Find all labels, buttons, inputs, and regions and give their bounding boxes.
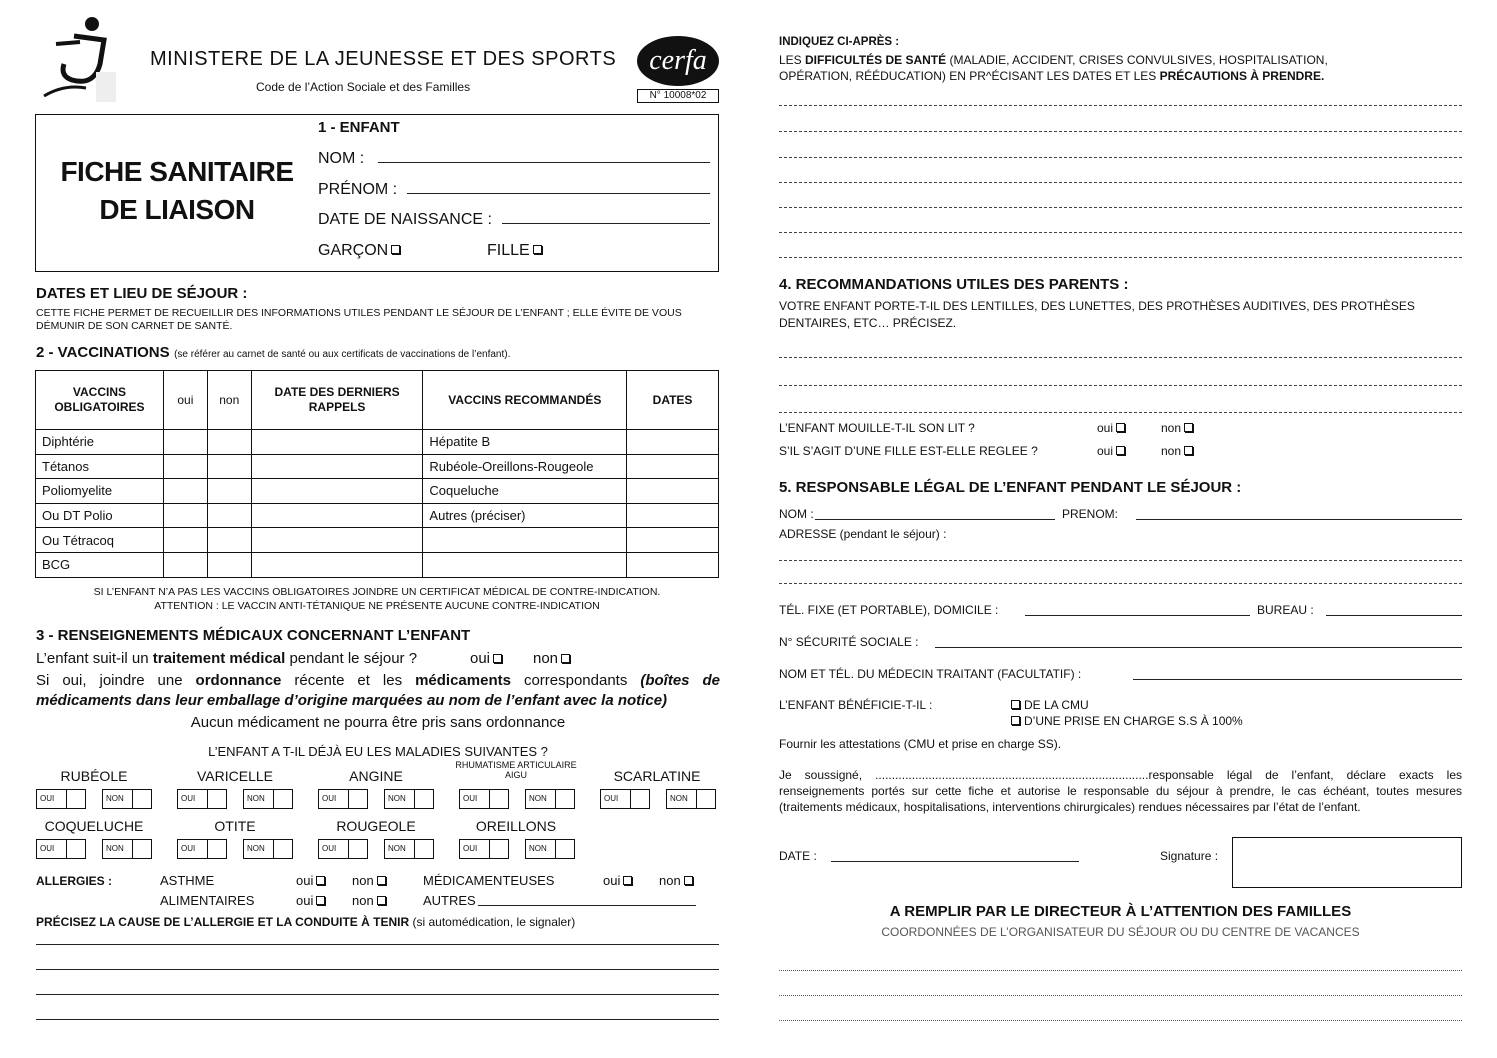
allergies-label: ALLERGIES : (36, 874, 113, 888)
maladie-label: RUBÉOLE (60, 768, 128, 784)
allergie-line[interactable] (36, 1019, 719, 1020)
difficultes-title: INDIQUEZ CI-APRÈS : (779, 36, 900, 48)
oui-cell[interactable] (163, 552, 207, 577)
vaccin-obligatoire: Ou Tétracoq (36, 528, 164, 553)
bureau-label: BUREAU : (1257, 603, 1314, 617)
recommandations-line[interactable] (779, 385, 1462, 386)
alim-non[interactable]: non (352, 893, 386, 908)
maladie-label: RHUMATISME ARTICULAIRE AIGU (455, 760, 577, 780)
oui-cell[interactable] (163, 503, 207, 528)
difficultes-line[interactable] (779, 232, 1462, 233)
oui-text: OUI (178, 790, 208, 808)
maladie-oui-box[interactable] (459, 789, 509, 809)
cerfa-number: N° 10008*02 (637, 89, 719, 103)
oui-text: OUI (37, 840, 67, 858)
non-text: NON (526, 840, 556, 858)
secu-label: N° SÉCURITÉ SOCIALE : (779, 635, 919, 649)
non-cell[interactable] (207, 430, 251, 455)
prise-checkbox[interactable] (1011, 716, 1020, 725)
oui-text: OUI (601, 790, 631, 808)
date-cell[interactable] (251, 528, 423, 553)
oui-text: OUI (319, 840, 349, 858)
directeur-title: A REMPLIR PAR LE DIRECTEUR À L’ATTENTION DES FAMILLES (889, 903, 1352, 920)
maladie-oui-box[interactable] (459, 839, 509, 859)
difficultes-line[interactable] (779, 131, 1462, 132)
reglee-non[interactable]: non (1161, 444, 1193, 458)
recommandations-title: 4. RECOMMANDATIONS UTILES DES PARENTS : (779, 276, 1129, 293)
reglee-oui[interactable]: oui (1097, 444, 1125, 458)
ministry-name: MINISTERE DE LA JEUNESSE ET DES SPORTS (150, 48, 617, 70)
allergie-cause-label: PRÉCISEZ LA CAUSE DE L’ALLERGIE ET LA CONDUITE À TENIR (si automédication, le signaler) (36, 915, 576, 929)
vaccination-warning: SI L’ENFANT N’A PAS LES VACCINS OBLIGATOIRES JOINDRE UN CERTIFICAT MÉDICAL DE CONTRE-INDICATION. ATTENTION : LE VACCIN ANTI-TÉTANIQUE NE PRÉSENTE AUCUNE CONTRE-INDICATION (93, 586, 661, 612)
asthme-non-checkbox[interactable] (377, 876, 386, 885)
oui-text: OUI (37, 790, 67, 808)
lit-oui-checkbox[interactable] (1116, 423, 1125, 432)
vaccin-obligatoire: Diphtérie (36, 430, 164, 455)
oui-text: OUI (178, 840, 208, 858)
vaccin-obligatoire: Poliomyelite (36, 479, 164, 504)
maladie-oui-box[interactable] (36, 789, 86, 809)
difficultes-line[interactable] (779, 105, 1462, 106)
maladie-label: VARICELLE (197, 768, 273, 784)
resp-prenom-field[interactable] (1136, 519, 1462, 520)
traitement-non-checkbox[interactable] (561, 654, 570, 663)
dates-cell[interactable] (627, 430, 719, 455)
secu-field[interactable] (935, 647, 1462, 648)
lit-oui[interactable]: oui (1097, 421, 1125, 435)
adresse-label: ADRESSE (pendant le séjour) : (779, 527, 947, 541)
non-text: NON (385, 840, 415, 858)
asthme-oui-checkbox[interactable] (316, 876, 325, 885)
asthme-non[interactable]: non (352, 873, 386, 888)
oui-text: OUI (460, 790, 490, 808)
adresse-line[interactable] (779, 560, 1462, 561)
vaccination-table (35, 370, 719, 578)
dates-cell[interactable] (627, 552, 719, 577)
directeur-line[interactable] (779, 970, 1462, 971)
vaccin-recommande: Autres (préciser) (423, 503, 627, 528)
recommandations-line[interactable] (779, 357, 1462, 358)
date-field[interactable] (831, 861, 1079, 862)
table-row (36, 454, 719, 479)
table-row (36, 479, 719, 504)
date-cell[interactable] (251, 552, 423, 577)
oui-text: OUI (460, 840, 490, 858)
oui-cell[interactable] (163, 430, 207, 455)
declaration-text: Je soussigné, ..................................................................................responsable légal de l’enfant, déclare exacts les renseignements portés sur cette fiche et autorise le responsable du séjour à prendre, le cas échéant, toutes mesures (traitements médicaux, hospitalisations, interventions chirurgicales) rendues nécessaires par l’état de l’enfant. (779, 768, 1462, 814)
section-enfant: 1 - ENFANT (318, 119, 400, 136)
medic-non[interactable]: non (659, 873, 693, 888)
nom-field[interactable] (378, 162, 710, 163)
non-cell[interactable] (207, 528, 251, 553)
col-header: DATE DES DERNIERS RAPPELS (251, 371, 423, 430)
cerfa-logo: cerfa (637, 36, 719, 86)
col-header: DATES (627, 371, 719, 430)
fille-checkbox[interactable] (533, 245, 542, 254)
traitement-oui-checkbox[interactable] (493, 654, 502, 663)
medic-oui[interactable]: oui (603, 873, 632, 888)
naissance-field[interactable] (502, 223, 710, 224)
maladie-non-box[interactable] (666, 789, 716, 809)
non-text: NON (667, 790, 697, 808)
ordonnance-note: Aucun médicament ne pourra être pris sans ordonnance (190, 714, 566, 731)
lit-non[interactable]: non (1161, 421, 1193, 435)
naissance-label: DATE DE NAISSANCE : (318, 211, 492, 228)
maladie-label: ROUGEOLE (336, 818, 416, 834)
col-header: non (207, 371, 251, 430)
non-cell[interactable] (207, 479, 251, 504)
oui-cell[interactable] (163, 479, 207, 504)
signature-label: Signature : (1160, 849, 1219, 863)
non-text: NON (103, 840, 133, 858)
vaccin-recommande: Rubéole-Oreillons-Rougeole (423, 454, 627, 479)
maladie-oui-box[interactable] (36, 839, 86, 859)
alim-oui[interactable]: oui (296, 893, 325, 908)
table-row (36, 503, 719, 528)
date-cell[interactable] (251, 479, 423, 504)
non-text: NON (385, 790, 415, 808)
ordonnance-text: Si oui, joindre une ordonnance récente et les médicaments correspondants (boîtes de médicaments dans leur emballage d’origine marquées au nom de l’enfant avec la notice) (36, 672, 721, 709)
directeur-line[interactable] (779, 1020, 1462, 1021)
difficultes-line[interactable] (779, 207, 1462, 208)
directeur-subtitle: COORDONNÉES DE L’ORGANISATEUR DU SÉJOUR OU DU CENTRE DE VACANCES (881, 925, 1360, 939)
dates-cell[interactable] (627, 503, 719, 528)
reglee-oui-checkbox[interactable] (1116, 446, 1125, 455)
oui-text: OUI (319, 790, 349, 808)
table-row (36, 552, 719, 577)
medic-oui-checkbox[interactable] (623, 876, 632, 885)
fille-option[interactable]: FILLE (487, 242, 542, 260)
medic-non-checkbox[interactable] (684, 876, 693, 885)
alimentaires-label: ALIMENTAIRES (160, 893, 255, 908)
col-header: VACCINS RECOMMANDÉS (423, 371, 627, 430)
maladie-non-box[interactable] (384, 839, 434, 859)
maladie-non-box[interactable] (102, 839, 152, 859)
garcon-checkbox[interactable] (391, 245, 400, 254)
non-text: NON (103, 790, 133, 808)
code-subtitle: Code de l’Action Sociale et des Familles (256, 80, 471, 94)
maladies-title: L’ENFANT A T-IL DÉJÀ EU LES MALADIES SUIVANTES ? (208, 744, 548, 759)
maladie-oui-box[interactable] (600, 789, 650, 809)
maladie-label: OTITE (214, 818, 256, 834)
col-header: VACCINS OBLIGATOIRES (36, 371, 164, 430)
traitement-oui[interactable]: oui (470, 650, 502, 667)
dates-cell[interactable] (627, 454, 719, 479)
alim-non-checkbox[interactable] (377, 896, 386, 905)
medical-title: 3 - RENSEIGNEMENTS MÉDICAUX CONCERNANT L’ENFANT (36, 627, 471, 644)
medicamenteuses-label: MÉDICAMENTEUSES (423, 873, 555, 888)
sejour-text: CETTE FICHE PERMET DE RECUEILLIR DES INFORMATIONS UTILES PENDANT LE SÉJOUR DE L’ENFANT ; ELLE ÉVITE DE VOUS DÉMUNIR DE SON CARNET DE SANTÉ. (36, 307, 682, 332)
resp-nom-field[interactable] (815, 519, 1055, 520)
recommandations-line[interactable] (779, 412, 1462, 413)
difficultes-line[interactable] (779, 157, 1462, 158)
table-row (36, 430, 719, 455)
prise-option[interactable]: D’UNE PRISE EN CHARGE S.S À 100% (1011, 714, 1243, 728)
maladie-non-box[interactable] (384, 789, 434, 809)
dates-cell[interactable] (627, 479, 719, 504)
maladie-non-box[interactable] (243, 789, 293, 809)
allergie-line[interactable] (36, 944, 719, 945)
maladie-label: OREILLONS (475, 818, 557, 834)
col-header: oui (163, 371, 207, 430)
date-label: DATE : (779, 849, 817, 863)
non-text: NON (244, 790, 274, 808)
traitement-non[interactable]: non (533, 650, 570, 667)
maladie-label: SCARLATINE (613, 768, 701, 784)
vaccin-recommande: Coqueluche (423, 479, 627, 504)
oui-cell[interactable] (163, 528, 207, 553)
attestations-note: Fournir les attestations (CMU et prise en charge SS). (779, 737, 1062, 751)
reglee-non-checkbox[interactable] (1184, 446, 1193, 455)
non-cell[interactable] (207, 552, 251, 577)
sejour-title: DATES ET LIEU DE SÉJOUR : (36, 285, 248, 302)
autres-label: AUTRES (423, 893, 476, 908)
maladie-oui-box[interactable] (318, 789, 368, 809)
vaccin-obligatoire: BCG (36, 552, 164, 577)
signature-box[interactable] (1232, 837, 1462, 888)
form-title: FICHE SANITAIRE DE LIAISON (60, 156, 294, 225)
tel-field[interactable] (1025, 615, 1250, 616)
resp-nom-label: NOM : (779, 507, 814, 521)
vaccin-recommande (423, 552, 627, 577)
non-text: NON (244, 840, 274, 858)
adresse-line[interactable] (779, 583, 1462, 584)
non-cell[interactable] (207, 454, 251, 479)
prenom-label: PRÉNOM : (318, 181, 398, 198)
lit-question: L’ENFANT MOUILLE-T-IL SON LIT ? (779, 421, 975, 435)
tel-label: TÉL. FIXE (ET PORTABLE), DOMICILE : (779, 603, 999, 617)
non-cell[interactable] (207, 503, 251, 528)
vaccin-obligatoire: Tétanos (36, 454, 164, 479)
maladie-non-box[interactable] (243, 839, 293, 859)
medecin-label: NOM ET TÉL. DU MÉDECIN TRAITANT (FACULTATIF) : (779, 667, 1082, 681)
table-row (36, 528, 719, 553)
allergie-line[interactable] (36, 969, 719, 970)
medecin-field[interactable] (1133, 679, 1462, 680)
maladie-label: ANGINE (349, 768, 403, 784)
maladie-oui-box[interactable] (318, 839, 368, 859)
non-text: NON (526, 790, 556, 808)
recommandations-text: VOTRE ENFANT PORTE-T-IL DES LENTILLES, DES LUNETTES, DES PROTHÈSES AUDITIVES, DES PROTHÈSES DENTAIRES, ETC… PRÉCISEZ. (779, 299, 1415, 330)
maladie-non-box[interactable] (525, 789, 575, 809)
traitement-question: L’enfant suit-il un traitement médical pendant le séjour ? (36, 650, 418, 667)
reglee-question: S’IL S’AGIT D’UNE FILLE EST-ELLE REGLEE ? (779, 444, 1038, 458)
maladie-non-box[interactable] (102, 789, 152, 809)
vaccin-recommande (423, 528, 627, 553)
resp-prenom-label: PRENOM: (1062, 507, 1119, 521)
date-cell[interactable] (251, 454, 423, 479)
prenom-field[interactable] (407, 193, 710, 194)
allergie-line[interactable] (36, 994, 719, 995)
oui-cell[interactable] (163, 454, 207, 479)
autres-field[interactable] (478, 905, 696, 906)
bureau-field[interactable] (1326, 615, 1462, 616)
vaccinations-heading: 2 - VACCINATIONS (se référer au carnet de santé ou aux certificats de vaccinations de l’enfant). (36, 344, 511, 361)
ministry-logo (34, 14, 120, 106)
alim-oui-checkbox[interactable] (316, 896, 325, 905)
maladie-non-box[interactable] (525, 839, 575, 859)
difficultes-text: LES DIFFICULTÉS DE SANTÉ (MALADIE, ACCIDENT, CRISES CONVULSIVES, HOSPITALISATION, OPÉRATION, RÉÉDUCATION) EN PR^ÉCISANT LES DATES ET LES PRÉCAUTIONS À PRENDRE. (779, 53, 1328, 83)
date-cell[interactable] (251, 503, 423, 528)
maladie-label: COQUELUCHE (44, 818, 144, 834)
difficultes-line[interactable] (779, 182, 1462, 183)
date-cell[interactable] (251, 430, 423, 455)
garcon-option[interactable]: GARÇON (318, 242, 400, 260)
asthme-oui[interactable]: oui (296, 873, 325, 888)
responsable-title: 5. RESPONSABLE LÉGAL DE L’ENFANT PENDANT LE SÉJOUR : (779, 479, 1242, 496)
nom-label: NOM : (318, 150, 365, 167)
dates-cell[interactable] (627, 528, 719, 553)
vaccin-obligatoire: Ou DT Polio (36, 503, 164, 528)
vaccin-recommande: Hépatite B (423, 430, 627, 455)
cmu-option[interactable]: DE LA CMU (1011, 698, 1089, 712)
cmu-checkbox[interactable] (1011, 700, 1020, 709)
table-header-row (36, 371, 719, 430)
asthme-label: ASTHME (160, 873, 215, 888)
directeur-line[interactable] (779, 995, 1462, 996)
maladie-oui-box[interactable] (177, 839, 227, 859)
maladie-oui-box[interactable] (177, 789, 227, 809)
difficultes-line[interactable] (779, 257, 1462, 258)
lit-non-checkbox[interactable] (1184, 423, 1193, 432)
beneficie-label: L’ENFANT BÉNÉFICIE-T-IL : (779, 698, 933, 712)
